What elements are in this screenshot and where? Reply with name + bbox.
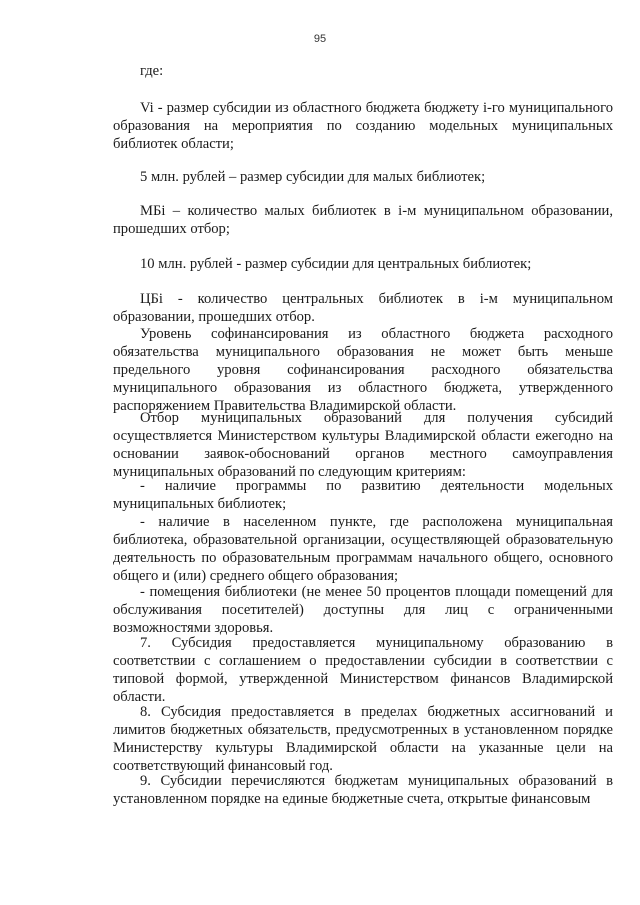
paragraph-8: 8. Субсидия предоставляется в пределах бюджетных ассигнований и лимитов бюджетных обязательств, предусмотренных в установленном порядке Министерству культуры Владимирской области на указанные цели на соответствующий финансовый год. [113,704,613,774]
paragraph-7: 7. Субсидия предоставляется муниципальному образованию в соответствии с соглашением о предоставлении субсидии в соответствии с типовой формой, утвержденной Министерством финансов Владимирской области. [113,635,613,705]
paragraph-mbi-definition: МБi – количество малых библиотек в i-м муниципальном образовании, прошедших отбор; [113,203,613,237]
criterion-program: - наличие программы по развитию деятельности модельных муниципальных библиотек; [113,478,613,512]
paragraph-cofinancing-level: Уровень софинансирования из областного бюджета расходного обязательства муниципального образования не может быть меньше предельного уровня софинансирования расходного обязательства муниципального образования из областного бюджета, утвержденного распоряжением Правительства Владимирской области. [113,326,613,414]
paragraph-9: 9. Субсидии перечисляются бюджетам муниципальных образований в установленном порядке на единые бюджетные счета, открытые финансовым [113,773,613,807]
paragraph-cbi-definition: ЦБi - количество центральных библиотек в i-м муниципальном образовании, прошедших отбор. [113,291,613,325]
paragraph-vi-definition: Vi - размер субсидии из областного бюджета бюджету i-го муниципального образования на мероприятия по созданию модельных муниципальных библиотек области; [113,100,613,152]
criterion-educational-organization: - наличие в населенном пункте, где расположена муниципальная библиотека, образовательной организации, осуществляющей образовательную деятельность по образовательным программам начального общего, основного общего и (или) среднего общего образования; [113,514,613,584]
paragraph-central-libraries-amount: 10 млн. рублей - размер субсидии для центральных библиотек; [140,256,532,272]
paragraph-small-libraries-amount: 5 млн. рублей – размер субсидии для малых библиотек; [140,169,486,185]
paragraph-where: где: [140,63,164,79]
paragraph-selection-criteria: Отбор муниципальных образований для получения субсидий осуществляется Министерством культуры Владимирской области ежегодно на основании заявок-обоснований органов местного самоуправления муниципальных образований по следующим критериям: [113,410,613,480]
page-number: 95 [313,33,327,45]
criterion-accessibility: - помещения библиотеки (не менее 50 процентов площади помещений для обслуживания посетителей) доступны для лиц с ограниченными возможностями здоровья. [113,584,613,636]
